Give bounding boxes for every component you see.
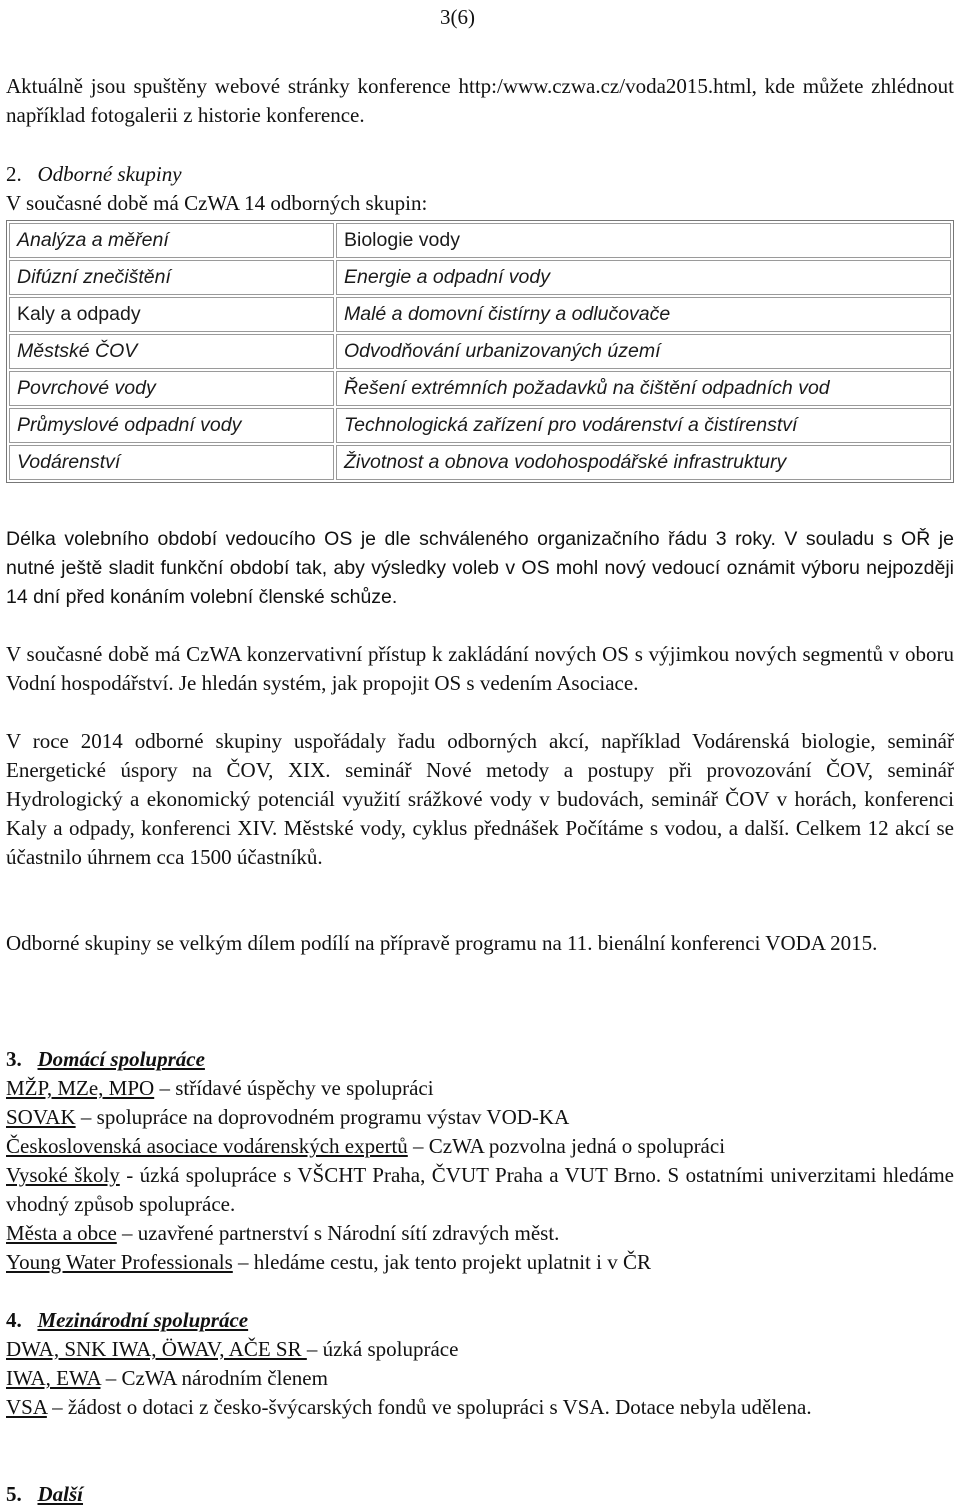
section-3-number: 3. [6,1047,22,1071]
cooperation-item [6,1364,954,1393]
group-cell-right: Technologická zařízení pro vodárenství a čistírenství [336,408,951,443]
cooperation-text: – žádost o dotaci z česko-švýcarských fondů ve spolupráci s VSA. Dotace nebyla udělena. [46,1395,812,1419]
partner-name: MŽP, MZe, MPO [6,1076,155,1100]
cooperation-item [6,1132,954,1161]
section-2-paragraph-2: V současné době má CzWA konzervativní přístup k zakládání nových OS s výjimkou nových segmentů v oboru Vodní hospodářství. Je hledán systém, jak propojit OS s vedením Asociace. [6,642,954,695]
cooperation-text: – úzká spolupráce [306,1337,459,1361]
cooperation-text: – CzWA pozvolna jedná o spolupráci [407,1134,726,1158]
section-4-number: 4. [6,1308,22,1332]
cooperation-text: – hledáme cestu, jak tento projekt uplatnit i v ČR [232,1250,651,1274]
group-row [9,223,951,258]
group-cell-left: Povrchové vody [9,371,334,406]
page-number: 3(6) [440,5,475,29]
partner-name: Young Water Professionals [6,1250,233,1274]
international-cooperation-list [6,1335,954,1422]
partner-name: IWA, EWA [6,1366,101,1390]
group-cell-left: Průmyslové odpadní vody [9,408,334,443]
cooperation-text: – uzavřené partnerství s Národní sítí zdravých měst. [116,1221,560,1245]
partner-name: Československá asociace vodárenských expertů [6,1134,408,1158]
cooperation-item [6,1335,954,1364]
partner-name: SOVAK [6,1105,76,1129]
group-row [9,260,951,295]
partner-name: DWA, SNK IWA, ÖWAV, AČE SR [6,1337,307,1361]
cooperation-text: - úzká spolupráce s VŠCHT Praha, ČVUT Praha a VUT Brno. S ostatními univerzitami hledáme vhodný způsob spolupráce. [6,1163,954,1216]
section-2-paragraph-4: Odborné skupiny se velkým dílem podílí na přípravě programu na 11. bienální konferenci VODA 2015. [6,931,878,955]
section-4-title: Mezinárodní spolupráce [37,1308,249,1332]
cooperation-item [6,1393,954,1422]
section-2-heading [6,160,954,189]
cooperation-item [6,1074,954,1103]
section-3-title: Domácí spolupráce [37,1047,205,1071]
partner-name: VSA [6,1395,47,1419]
group-row [9,445,951,480]
partner-name: Vysoké školy [6,1163,120,1187]
group-cell-left: Vodárenství [9,445,334,480]
section-5-number: 5. [6,1482,22,1506]
group-cell-right: Biologie vody [336,223,951,258]
group-row [9,297,951,332]
group-cell-right: Odvodňování urbanizovaných území [336,334,951,369]
cooperation-item [6,1161,954,1219]
group-cell-left: Kaly a odpady [9,297,334,332]
section-4-heading [6,1306,954,1335]
group-cell-right: Malé a domovní čistírny a odlučovače [336,297,951,332]
section-2-paragraph-1: Délka volebního období vedoucího OS je dle schváleného organizačního řádu 3 roky. V souladu s OŘ je nutné ještě sladit funkční období tak, aby výsledky voleb v OS mohl nový vedoucí oznámit výboru nejpozději 14 dní před konáním volební členské schůze. [6,528,954,608]
section-2-title: Odborné skupiny [37,162,182,186]
group-row [9,334,951,369]
group-row [9,371,951,406]
cooperation-item [6,1103,954,1132]
group-cell-left: Městské ČOV [9,334,334,369]
group-cell-right: Řešení extrémních požadavků na čištění odpadních vod [336,371,951,406]
cooperation-text: – CzWA národním členem [100,1366,328,1390]
group-cell-left: Difúzní znečištění [9,260,334,295]
section-3-heading [6,1045,954,1074]
group-row [9,408,951,443]
cooperation-item [6,1219,954,1248]
cooperation-item [6,1248,954,1277]
section-2-number: 2. [6,162,22,186]
section-2-lead: V současné době má CzWA 14 odborných skupin: [6,191,428,215]
group-cell-right: Energie a odpadní vody [336,260,951,295]
cooperation-text: – střídavé úspěchy ve spolupráci [154,1076,434,1100]
section-2-paragraph-3: V roce 2014 odborné skupiny uspořádaly řadu odborných akcí, například Vodárenská biologie, seminář Energetické úspory na ČOV, XIX. seminář Nové metody a postupy při provozování ČOV, seminář Hydrologický a ekonomický potenciál využití srážkové vody v budovách, seminář ČOV v horách, konferenci Kaly a odpady, konferenci XIV. Městské vody, cyklus přednášek Počítáme s vodou, a další. Celkem 12 akcí se účastnilo úhrnem cca 1500 účastníků. [6,729,954,869]
intro-paragraph: Aktuálně jsou spuštěny webové stránky konference http:/www.czwa.cz/voda2015.html, kde můžete zhlédnout například fotogalerii z historie konference. [6,74,954,127]
group-cell-right: Životnost a obnova vodohospodářské infrastruktury [336,445,951,480]
cooperation-text: – spolupráce na doprovodném programu výstav VOD-KA [75,1105,570,1129]
group-cell-left: Analýza a měření [9,223,334,258]
expert-groups-table [6,220,954,483]
domestic-cooperation-list [6,1074,954,1277]
section-5-title: Další [37,1482,84,1506]
partner-name: Města a obce [6,1221,117,1245]
